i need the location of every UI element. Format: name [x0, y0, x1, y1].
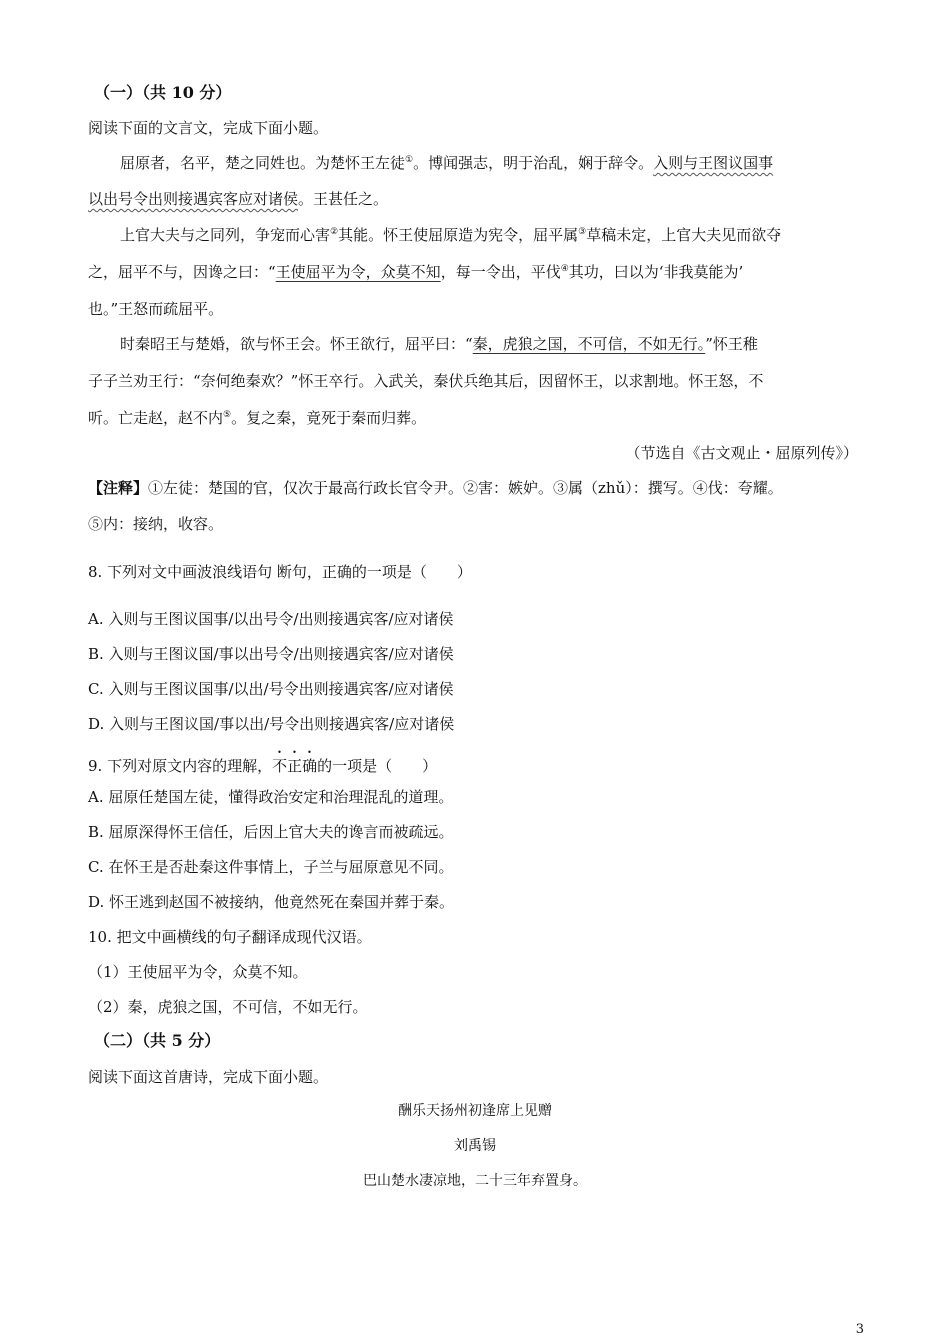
question-8-option-d: D. 入则与王图议国/事以出/号令出则接遇宾客/应对诸侯 [88, 715, 455, 733]
section2-instruction: 阅读下面这首唐诗，完成下面小题。 [88, 1068, 329, 1086]
question-8-option-a: A. 入则与王图议国事/以出号令/出则接遇宾客/应对诸侯 [88, 610, 454, 628]
poem-title: 酬乐天扬州初逢席上见赠 [398, 1103, 552, 1119]
underlined-sentence-2: 秦，虎狼之国，不可信，不如无行。 [472, 335, 706, 353]
page-number: 3 [855, 1322, 864, 1337]
note-ref-4: ④ [560, 264, 569, 274]
section1-header: （一）（共 10 分） [94, 83, 232, 102]
question-10-sentence-1: （1）王使屈平为令，众莫不知。 [88, 963, 308, 981]
underlined-sentence-1: 王使屈平为令，众莫不知 [275, 263, 441, 281]
note-ref-5: ⑤ [223, 410, 232, 420]
passage-paragraph-3-cont: 子子兰劝王行：“奈何绝秦欢？”怀王卒行。入武关，秦伏兵绝其后，因留怀王，以求割地。怀王怒，不 [88, 372, 764, 390]
passage-paragraph-2-end: 也。”王怒而疏屈平。 [88, 300, 224, 318]
passage-source: （节选自《古文观止・屈原列传》） [625, 444, 858, 462]
annotations-label: 【注释】 [88, 479, 149, 497]
question-8-stem: 8. 下列对文中画波浪线语句 断句，正确的一项是（ ） [88, 563, 472, 581]
emphasis-dotted-text: 不正确 [272, 757, 318, 775]
wavy-underlined-sentence: 入则与王图议国事 [653, 154, 774, 172]
passage-paragraph-3: 时秦昭王与楚婚，欲与怀王会。怀王欲行，屈平曰：“秦，虎狼之国，不可信，不如无行。”怀王稚 [120, 335, 758, 353]
passage-paragraph-2-cont: 之，屈平不与，因谗之曰：“王使屈平为令，众莫不知，每一令出，平伐④其功，曰以为‘非我莫能为’ [88, 263, 744, 281]
question-9-stem: 9. 下列对原文内容的理解，不正确的一项是（ ） [88, 757, 438, 775]
question-8-option-c: C. 入则与王图议国事/以出/号令出则接遇宾客/应对诸侯 [88, 680, 454, 698]
question-9-option-a: A. 屈原任楚国左徒，懂得政治安定和治理混乱的道理。 [88, 788, 454, 806]
passage-paragraph-3-end: 听。亡走赵，赵不内⑤。复之秦，竟死于秦而归葬。 [88, 409, 427, 427]
passage-paragraph-1: 屈原者，名平，楚之同姓也。为楚怀王左徒①。博闻强志，明于治乱，娴于辞令。入则与王图议国事 [120, 154, 774, 172]
question-10-stem: 10. 把文中画横线的句子翻译成现代汉语。 [88, 928, 372, 946]
note-ref-3: ③ [578, 227, 587, 237]
poem-author: 刘禹锡 [454, 1138, 496, 1154]
question-9-option-b: B. 屈原深得怀王信任，后因上官大夫的谗言而被疏远。 [88, 823, 454, 841]
wavy-underlined-sentence-cont: 以出号令出则接遇宾客应对诸侯 [88, 190, 299, 208]
question-10-sentence-2: （2）秦，虎狼之国，不可信，不如无行。 [88, 998, 368, 1016]
note-ref-1: ① [405, 155, 414, 165]
annotations-cont: ⑤内：接纳，收容。 [88, 515, 224, 533]
annotations: 【注释】①左徒：楚国的官，仅次于最高行政长官令尹。②害：嫉妒。③属（zhǔ）：撰写。④伐：夸耀。 [88, 479, 783, 497]
poem-line-1: 巴山楚水凄凉地，二十三年弃置身。 [363, 1173, 587, 1189]
question-9-option-c: C. 在怀王是否赴秦这件事情上，子兰与屈原意见不同。 [88, 858, 454, 876]
section2-header: （二）（共 5 分） [94, 1031, 221, 1050]
question-9-option-d: D. 怀王逃到赵国不被接纳，他竟然死在秦国并葬于秦。 [88, 893, 455, 911]
passage-paragraph-2: 上官大夫与之同列，争宠而心害②其能。怀王使屈原造为宪令，屈平属③草稿未定，上官大夫见而欲夺 [120, 226, 782, 244]
section1-instruction: 阅读下面的文言文，完成下面小题。 [88, 119, 329, 137]
note-ref-2: ② [330, 227, 339, 237]
passage-paragraph-1-cont: 以出号令出则接遇宾客应对诸侯。王甚任之。 [88, 190, 389, 208]
question-8-option-b: B. 入则与王图议国/事以出号令/出则接遇宾客/应对诸侯 [88, 645, 454, 663]
